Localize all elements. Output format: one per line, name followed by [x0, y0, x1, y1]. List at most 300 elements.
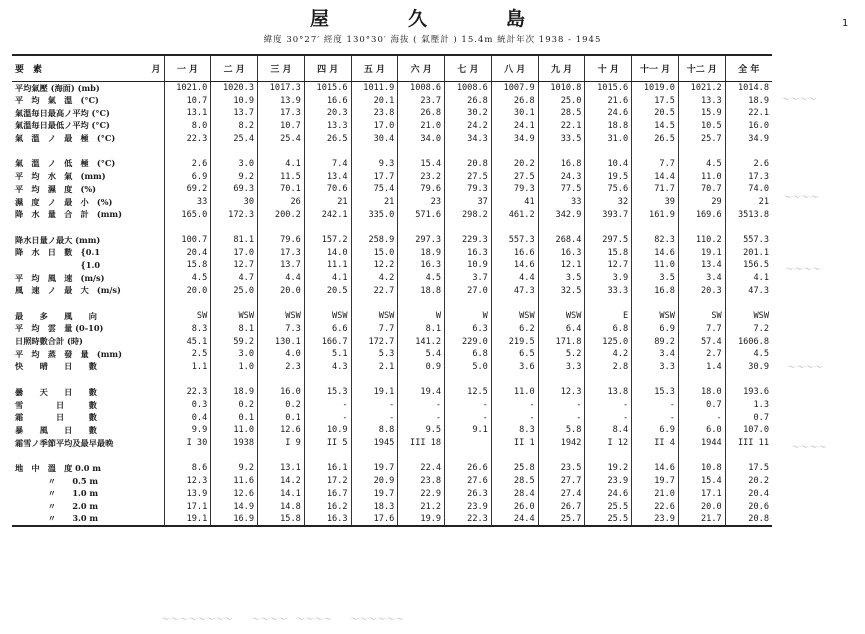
- spacer-cell: [211, 145, 258, 158]
- data-cell: 16.1: [304, 462, 351, 475]
- data-cell: 165.0: [164, 208, 211, 221]
- spacer-cell: [211, 297, 258, 310]
- data-cell: 16.3: [304, 513, 351, 526]
- table-row: [12, 488, 772, 501]
- spacer-cell: [398, 373, 445, 386]
- data-cell: 4.7: [211, 272, 258, 285]
- data-cell: 82.3: [632, 234, 679, 247]
- data-cell: 34.3: [445, 132, 492, 145]
- spacer-cell: [678, 221, 725, 234]
- data-cell: -: [304, 411, 351, 424]
- data-cell: 8.2: [211, 120, 258, 133]
- data-cell: 16.6: [491, 246, 538, 259]
- spacer-cell: [445, 297, 492, 310]
- data-cell: 12.5: [445, 386, 492, 399]
- data-cell: 0.9: [398, 361, 445, 374]
- table-row: [12, 513, 772, 526]
- data-cell: WSW: [211, 310, 258, 323]
- data-cell: 6.4: [538, 323, 585, 336]
- data-cell: 13.3: [678, 94, 725, 107]
- data-cell: 24.6: [585, 107, 632, 120]
- spacer-cell: [725, 449, 772, 462]
- month-header-suffix: 月: [151, 65, 161, 75]
- data-cell: 16.8: [632, 285, 679, 298]
- data-cell: 19.4: [398, 386, 445, 399]
- data-cell: 25.5: [585, 500, 632, 513]
- data-cell: 14.2: [258, 475, 305, 488]
- data-cell: 2.3: [258, 361, 305, 374]
- data-cell: 13.4: [678, 259, 725, 272]
- spacer-cell: [445, 373, 492, 386]
- row-label: 氣 溫 ノ 低 極 (°C): [15, 158, 116, 169]
- data-cell: 13.7: [258, 259, 305, 272]
- data-cell: 27.4: [538, 488, 585, 501]
- header-row: [12, 55, 772, 82]
- row-label: 〃 2.0 m: [15, 501, 99, 512]
- data-cell: 33.5: [538, 132, 585, 145]
- spacer-cell: [445, 145, 492, 158]
- data-cell: 2.8: [585, 361, 632, 374]
- table-row: [12, 411, 772, 424]
- data-cell: 23.9: [445, 500, 492, 513]
- spacer-cell: [12, 145, 164, 158]
- data-cell: 20.6: [725, 500, 772, 513]
- data-cell: 19.1: [351, 386, 398, 399]
- row-label: 風 速 ノ 最 大 (m/s): [15, 285, 121, 296]
- month-header: 四 月: [304, 55, 351, 82]
- data-cell: 19.2: [585, 462, 632, 475]
- data-cell: 6.6: [304, 323, 351, 336]
- data-cell: 32: [585, 196, 632, 209]
- data-cell: 571.6: [398, 208, 445, 221]
- data-cell: 26.7: [538, 500, 585, 513]
- table-row: [12, 285, 772, 298]
- data-cell: 1.0: [211, 361, 258, 374]
- data-cell: 18.9: [211, 386, 258, 399]
- data-cell: 268.4: [538, 234, 585, 247]
- data-cell: -: [304, 399, 351, 412]
- data-cell: 298.2: [445, 208, 492, 221]
- handwritten-marginalia: 〜〜〜〜〜〜〜〜 〜〜〜〜 〜〜〜〜 〜〜〜〜〜〜: [160, 615, 404, 625]
- data-cell: 3.4: [678, 272, 725, 285]
- data-cell: 16.6: [304, 94, 351, 107]
- data-cell: 13.9: [258, 94, 305, 107]
- data-cell: 69.3: [211, 183, 258, 196]
- data-cell: 4.5: [164, 272, 211, 285]
- data-cell: 156.5: [725, 259, 772, 272]
- data-cell: 10.4: [585, 158, 632, 171]
- data-cell: 4.2: [351, 272, 398, 285]
- row-spacer: [12, 297, 772, 310]
- data-cell: 26.0: [491, 500, 538, 513]
- table-row: [12, 462, 772, 475]
- data-cell: 557.3: [491, 234, 538, 247]
- data-cell: WSW: [304, 310, 351, 323]
- row-label: 平 均 蒸 發 量 (mm): [15, 348, 122, 359]
- data-cell: 22.9: [398, 488, 445, 501]
- data-cell: 11.0: [491, 386, 538, 399]
- month-header: 十二 月: [678, 55, 725, 82]
- spacer-cell: [304, 221, 351, 234]
- climate-table: [12, 54, 772, 527]
- data-cell: 0.2: [211, 399, 258, 412]
- spacer-cell: [258, 221, 305, 234]
- data-cell: 1007.9: [491, 82, 538, 95]
- data-cell: 1938: [211, 437, 258, 450]
- spacer-cell: [304, 297, 351, 310]
- data-cell: 19.1: [678, 246, 725, 259]
- data-cell: 16.3: [445, 246, 492, 259]
- data-cell: 7.2: [725, 323, 772, 336]
- data-cell: 16.7: [304, 488, 351, 501]
- data-cell: 21: [725, 196, 772, 209]
- row-label: 快 晴 日 數: [15, 361, 97, 372]
- data-cell: 25.8: [491, 462, 538, 475]
- data-cell: 229.3: [445, 234, 492, 247]
- data-cell: 45.1: [164, 335, 211, 348]
- spacer-cell: [678, 449, 725, 462]
- table-row: [12, 120, 772, 133]
- data-cell: 20.0: [678, 500, 725, 513]
- data-cell: 7.3: [258, 323, 305, 336]
- handwritten-marginalia: 〜〜〜〜: [786, 363, 823, 373]
- spacer-cell: [12, 221, 164, 234]
- spacer-cell: [398, 449, 445, 462]
- data-cell: 21.0: [632, 488, 679, 501]
- row-label: 降水日量ノ最大 (mm): [15, 234, 101, 245]
- data-cell: 26.3: [445, 488, 492, 501]
- data-cell: -: [585, 411, 632, 424]
- data-cell: 9.5: [398, 424, 445, 437]
- table-row: [12, 82, 772, 95]
- spacer-cell: [351, 221, 398, 234]
- data-cell: 7.7: [351, 323, 398, 336]
- row-label: 氣溫毎日最低ノ平均 (°C): [15, 120, 110, 131]
- handwritten-marginalia: 〜〜〜〜: [790, 443, 827, 453]
- data-cell: 15.3: [632, 386, 679, 399]
- data-cell: E: [585, 310, 632, 323]
- data-cell: 22.1: [725, 107, 772, 120]
- data-cell: 27.5: [445, 170, 492, 183]
- data-cell: 28.5: [538, 107, 585, 120]
- data-cell: 7.4: [304, 158, 351, 171]
- data-cell: 23.8: [351, 107, 398, 120]
- data-cell: 20.0: [258, 285, 305, 298]
- data-cell: 23.7: [398, 94, 445, 107]
- spacer-cell: [538, 221, 585, 234]
- data-cell: -: [632, 399, 679, 412]
- spacer-cell: [398, 221, 445, 234]
- spacer-cell: [258, 373, 305, 386]
- data-cell: 57.4: [678, 335, 725, 348]
- data-cell: 193.6: [725, 386, 772, 399]
- page-title: 屋 久 島: [309, 8, 555, 30]
- data-cell: II 1: [491, 437, 538, 450]
- data-cell: 13.9: [164, 488, 211, 501]
- data-cell: 21: [304, 196, 351, 209]
- data-cell: 2.7: [678, 348, 725, 361]
- data-cell: 23.5: [538, 462, 585, 475]
- data-cell: 34.9: [725, 132, 772, 145]
- data-cell: 21.7: [678, 513, 725, 526]
- row-label: 平 均 風 速 (m/s): [15, 272, 105, 283]
- table-row: [12, 323, 772, 336]
- data-cell: 71.7: [632, 183, 679, 196]
- data-cell: 21: [351, 196, 398, 209]
- data-cell: 12.6: [211, 488, 258, 501]
- data-cell: 4.5: [398, 272, 445, 285]
- data-cell: 20.5: [632, 107, 679, 120]
- data-cell: 17.3: [725, 170, 772, 183]
- data-cell: 14.6: [632, 246, 679, 259]
- data-cell: 6.5: [491, 348, 538, 361]
- table-row: [12, 335, 772, 348]
- data-cell: SW: [678, 310, 725, 323]
- month-header: 三 月: [258, 55, 305, 82]
- data-cell: 30.2: [445, 107, 492, 120]
- data-cell: 342.9: [538, 208, 585, 221]
- data-cell: 18.3: [351, 500, 398, 513]
- data-cell: 19.1: [164, 513, 211, 526]
- data-cell: 297.3: [398, 234, 445, 247]
- spacer-cell: [678, 373, 725, 386]
- data-cell: 25.0: [538, 94, 585, 107]
- spacer-cell: [12, 373, 164, 386]
- data-cell: 6.8: [445, 348, 492, 361]
- data-cell: 79.6: [398, 183, 445, 196]
- table-row: [12, 170, 772, 183]
- data-cell: 1008.6: [398, 82, 445, 95]
- data-cell: 18.9: [398, 246, 445, 259]
- data-cell: 5.0: [445, 361, 492, 374]
- data-cell: 3.3: [632, 361, 679, 374]
- data-cell: 1008.6: [445, 82, 492, 95]
- data-cell: 130.1: [258, 335, 305, 348]
- month-header: 六 月: [398, 55, 445, 82]
- data-cell: 1944: [678, 437, 725, 450]
- data-cell: WSW: [258, 310, 305, 323]
- data-cell: 0.7: [678, 399, 725, 412]
- data-cell: 23.9: [632, 513, 679, 526]
- table-row: [12, 361, 772, 374]
- data-cell: 25.7: [538, 513, 585, 526]
- spacer-cell: [258, 297, 305, 310]
- data-cell: 3.4: [632, 348, 679, 361]
- data-cell: 13.1: [164, 107, 211, 120]
- data-cell: 172.7: [351, 335, 398, 348]
- row-label: 平 均 氣 溫 (°C): [15, 95, 99, 106]
- data-cell: 26.5: [304, 132, 351, 145]
- data-cell: 1021.0: [164, 82, 211, 95]
- data-cell: 0.1: [258, 411, 305, 424]
- data-cell: 14.4: [632, 170, 679, 183]
- month-header: 五 月: [351, 55, 398, 82]
- month-header: 八 月: [491, 55, 538, 82]
- data-cell: 1606.8: [725, 335, 772, 348]
- data-cell: 10.8: [678, 462, 725, 475]
- table-row: [12, 158, 772, 171]
- row-label: 氣 溫 ノ 最 極 (°C): [15, 133, 116, 144]
- data-cell: 26.6: [445, 462, 492, 475]
- data-cell: 32.5: [538, 285, 585, 298]
- data-cell: 16.8: [538, 158, 585, 171]
- data-cell: 200.2: [258, 208, 305, 221]
- data-cell: 5.4: [398, 348, 445, 361]
- data-cell: 74.0: [725, 183, 772, 196]
- row-label: 最 多 風 向: [15, 310, 97, 321]
- row-label: 地 中 溫 度 0.0 m: [15, 462, 101, 473]
- spacer-cell: [491, 449, 538, 462]
- data-cell: 16.3: [398, 259, 445, 272]
- data-cell: -: [678, 411, 725, 424]
- data-cell: 27.6: [445, 475, 492, 488]
- data-cell: 10.5: [678, 120, 725, 133]
- data-cell: 16.9: [211, 513, 258, 526]
- spacer-cell: [164, 449, 211, 462]
- data-cell: 12.2: [351, 259, 398, 272]
- data-cell: 11.0: [678, 170, 725, 183]
- data-cell: 75.4: [351, 183, 398, 196]
- data-cell: 2.1: [351, 361, 398, 374]
- table-row: [12, 107, 772, 120]
- spacer-cell: [12, 297, 164, 310]
- spacer-cell: [538, 145, 585, 158]
- data-cell: 5.1: [304, 348, 351, 361]
- data-cell: 25.5: [585, 513, 632, 526]
- data-cell: 20.3: [678, 285, 725, 298]
- table-row: [12, 94, 772, 107]
- data-cell: 14.6: [491, 259, 538, 272]
- spacer-cell: [491, 373, 538, 386]
- data-cell: 11.0: [211, 424, 258, 437]
- row-label: 降 水 量 合 計 (mm): [15, 209, 122, 220]
- data-cell: 70.1: [258, 183, 305, 196]
- data-cell: 81.1: [211, 234, 258, 247]
- spacer-cell: [678, 145, 725, 158]
- data-cell: 16.0: [725, 120, 772, 133]
- data-cell: 70.6: [304, 183, 351, 196]
- table-row: [12, 310, 772, 323]
- data-cell: 8.3: [491, 424, 538, 437]
- data-cell: 4.2: [585, 348, 632, 361]
- month-header: 一 月: [164, 55, 211, 82]
- data-cell: 15.8: [164, 259, 211, 272]
- data-cell: 4.3: [304, 361, 351, 374]
- data-cell: 25.7: [678, 132, 725, 145]
- data-cell: 8.1: [211, 323, 258, 336]
- table-row: [12, 386, 772, 399]
- spacer-cell: [632, 373, 679, 386]
- data-cell: 16.2: [304, 500, 351, 513]
- row-spacer: [12, 221, 772, 234]
- data-cell: 16.0: [258, 386, 305, 399]
- data-cell: 242.1: [304, 208, 351, 221]
- data-cell: 24.1: [491, 120, 538, 133]
- data-cell: 8.6: [164, 462, 211, 475]
- data-cell: 18.8: [585, 120, 632, 133]
- data-cell: 30.4: [351, 132, 398, 145]
- data-cell: 171.8: [538, 335, 585, 348]
- data-cell: 39: [632, 196, 679, 209]
- data-cell: 1.4: [678, 361, 725, 374]
- row-spacer: [12, 449, 772, 462]
- data-cell: 12.3: [164, 475, 211, 488]
- data-cell: 393.7: [585, 208, 632, 221]
- table-row: [12, 399, 772, 412]
- spacer-cell: [632, 449, 679, 462]
- data-cell: 59.2: [211, 335, 258, 348]
- data-cell: 8.1: [398, 323, 445, 336]
- data-cell: 17.2: [304, 475, 351, 488]
- row-spacer: [12, 373, 772, 386]
- data-cell: 15.0: [351, 246, 398, 259]
- data-cell: 0.3: [164, 399, 211, 412]
- row-label: 平均氣壓 (海面) (mb): [15, 82, 100, 93]
- row-label: 氣溫毎日最高ノ平均 (°C): [15, 107, 110, 118]
- data-cell: 5.2: [538, 348, 585, 361]
- spacer-cell: [538, 449, 585, 462]
- data-cell: 27.7: [538, 475, 585, 488]
- data-cell: 4.1: [725, 272, 772, 285]
- spacer-cell: [445, 221, 492, 234]
- spacer-cell: [258, 449, 305, 462]
- data-cell: I 9: [258, 437, 305, 450]
- spacer-cell: [725, 221, 772, 234]
- data-cell: 5.3: [351, 348, 398, 361]
- data-cell: WSW: [632, 310, 679, 323]
- data-cell: 1019.0: [632, 82, 679, 95]
- data-cell: 26.8: [398, 107, 445, 120]
- row-label: 曇 天 日 數: [15, 386, 97, 397]
- data-cell: 2.6: [164, 158, 211, 171]
- data-cell: 17.0: [211, 246, 258, 259]
- data-cell: 169.6: [678, 208, 725, 221]
- data-cell: WSW: [491, 310, 538, 323]
- data-cell: 79.3: [491, 183, 538, 196]
- data-cell: 157.2: [304, 234, 351, 247]
- data-cell: -: [585, 399, 632, 412]
- table-row: [12, 272, 772, 285]
- data-cell: 12.7: [211, 259, 258, 272]
- data-cell: 30.1: [491, 107, 538, 120]
- spacer-cell: [538, 297, 585, 310]
- table-row: [12, 183, 772, 196]
- month-header: 二 月: [211, 55, 258, 82]
- data-cell: 26.8: [445, 94, 492, 107]
- data-cell: 47.3: [725, 285, 772, 298]
- spacer-cell: [351, 297, 398, 310]
- data-cell: 1015.6: [304, 82, 351, 95]
- data-cell: -: [351, 399, 398, 412]
- data-cell: 229.0: [445, 335, 492, 348]
- spacer-cell: [445, 449, 492, 462]
- data-cell: 4.1: [258, 158, 305, 171]
- data-cell: 19.7: [351, 462, 398, 475]
- data-cell: WSW: [725, 310, 772, 323]
- row-label: 〃 0.5 m: [15, 475, 99, 486]
- data-cell: 22.7: [351, 285, 398, 298]
- data-cell: 21.6: [585, 94, 632, 107]
- spacer-cell: [164, 373, 211, 386]
- spacer-cell: [632, 221, 679, 234]
- spacer-cell: [398, 145, 445, 158]
- data-cell: 5.8: [538, 424, 585, 437]
- data-cell: 20.2: [725, 475, 772, 488]
- data-cell: 1015.6: [585, 82, 632, 95]
- station-subtitle: 緯度 30°27′ 經度 130°30′ 海抜 ( 氣壓計 ) 15.4m 統計年次 1938 - 1945: [263, 35, 602, 45]
- data-cell: 11.1: [304, 259, 351, 272]
- spacer-cell: [164, 221, 211, 234]
